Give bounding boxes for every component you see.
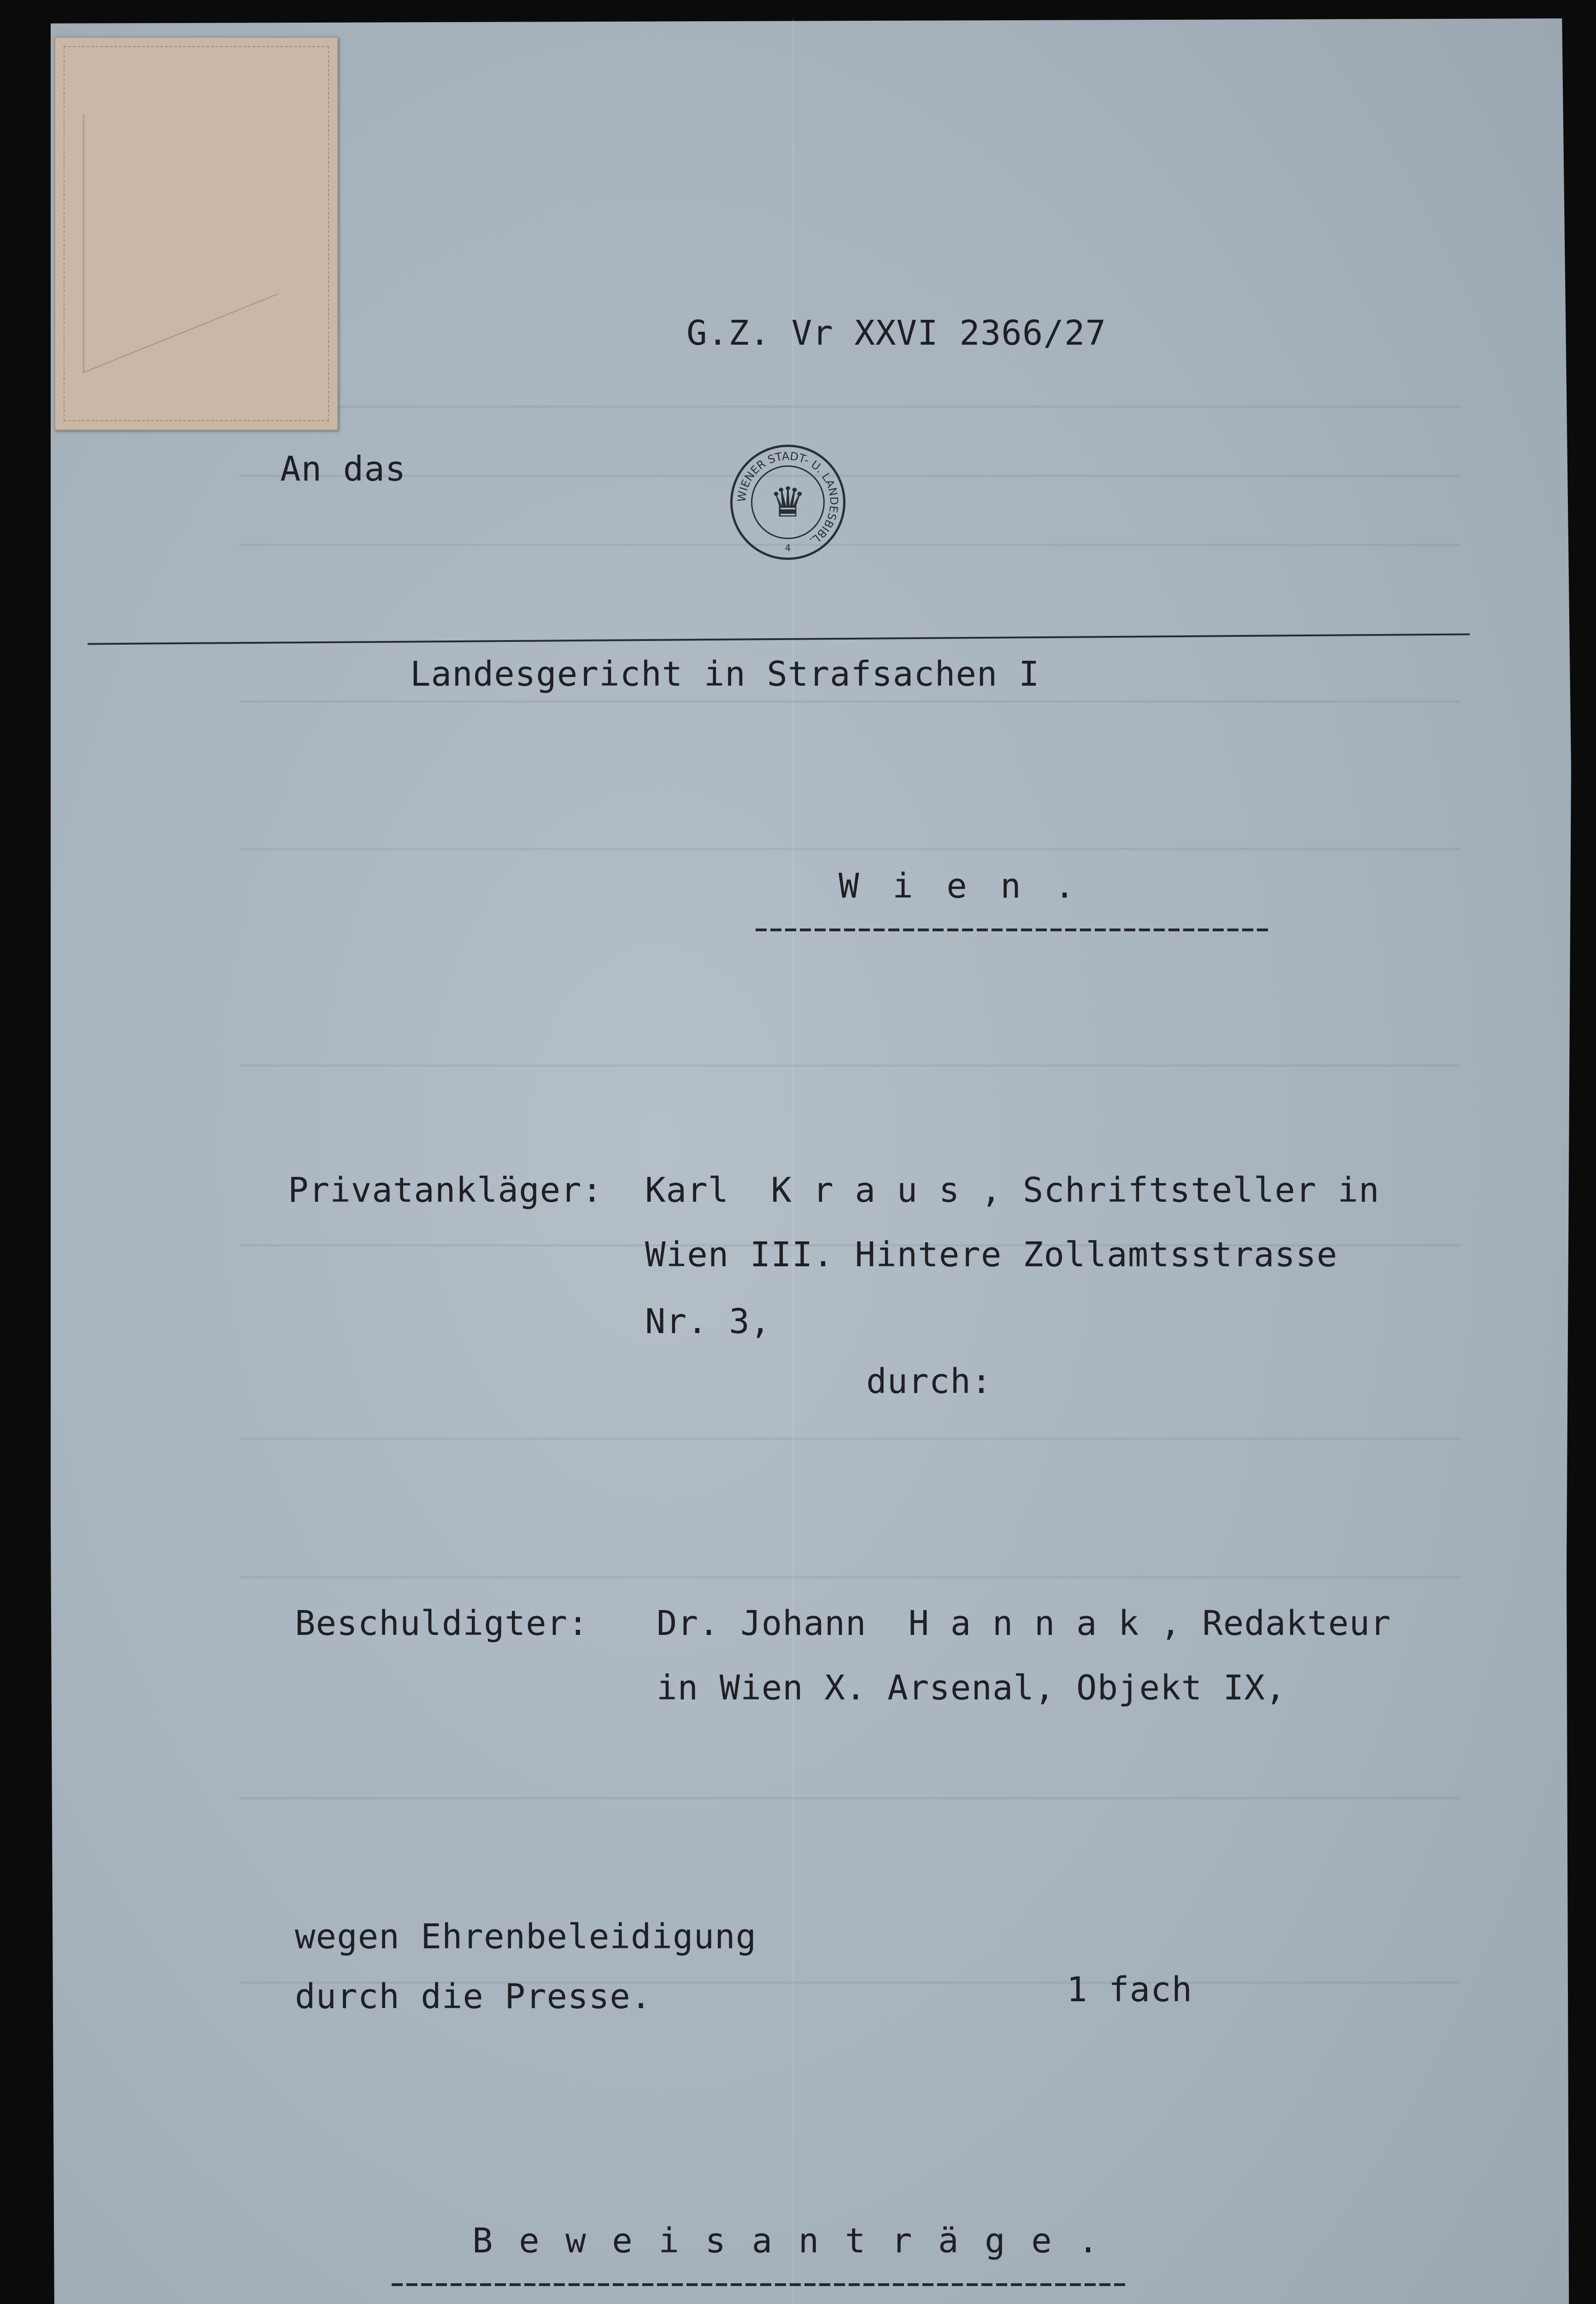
plaintiff-address-line: Wien III. Hintere Zollamtsstrasse: [645, 1235, 1338, 1275]
city-name: W i e n .: [839, 866, 1081, 906]
defendant-address-line: in Wien X. Arsenal, Objekt IX,: [657, 1668, 1286, 1708]
court-name: Landesgericht in Strafsachen I: [410, 654, 1040, 694]
stamp-ring-icon: [733, 447, 843, 558]
salutation: An das: [280, 449, 406, 489]
paper-fold: [792, 18, 794, 2304]
bleed-through-line: [240, 848, 1461, 850]
attached-paper-tab: [54, 37, 338, 430]
bleed-through-line: [240, 700, 1461, 703]
svg-text:WIENER STADT- U. LANDESBIBL.: WIENER STADT- U. LANDESBIBL.: [735, 449, 841, 548]
bleed-through-line: [240, 1438, 1461, 1440]
section-title: B e w e i s a n t r ä g e .: [472, 2221, 1101, 2261]
plaintiff-label: Privatankläger:: [288, 1170, 603, 1210]
plaintiff-name-line: Karl K r a u s , Schriftsteller in: [645, 1170, 1380, 1210]
charge-line-1: wegen Ehrenbeleidigung: [295, 1917, 757, 1957]
eagle-emblem-icon: ♛: [769, 478, 807, 527]
bleed-through-line: [240, 1797, 1461, 1799]
svg-text:4: 4: [785, 542, 791, 553]
defendant-label: Beschuldigter:: [295, 1604, 589, 1643]
bleed-through-line: [240, 544, 1461, 546]
bleed-through-line: [240, 475, 1461, 477]
bleed-through-line: [240, 1576, 1461, 1578]
charge-line-2: durch die Presse.: [295, 1977, 652, 2016]
copies-count: 1 fach: [1067, 1970, 1193, 2010]
city-underline: [756, 929, 1269, 931]
library-stamp: [730, 445, 845, 560]
bleed-through-line: [240, 1064, 1461, 1067]
plaintiff-address-number: Nr. 3,: [645, 1302, 771, 1341]
plaintiff-counsel-label: durch:: [866, 1362, 992, 1401]
bleed-through-line: [240, 406, 1461, 408]
file-number: G.Z. Vr XXVI 2366/27: [687, 313, 1107, 353]
defendant-name-line: Dr. Johann H a n n a k , Redakteur: [657, 1604, 1391, 1643]
section-title-underline: [392, 2283, 1129, 2286]
